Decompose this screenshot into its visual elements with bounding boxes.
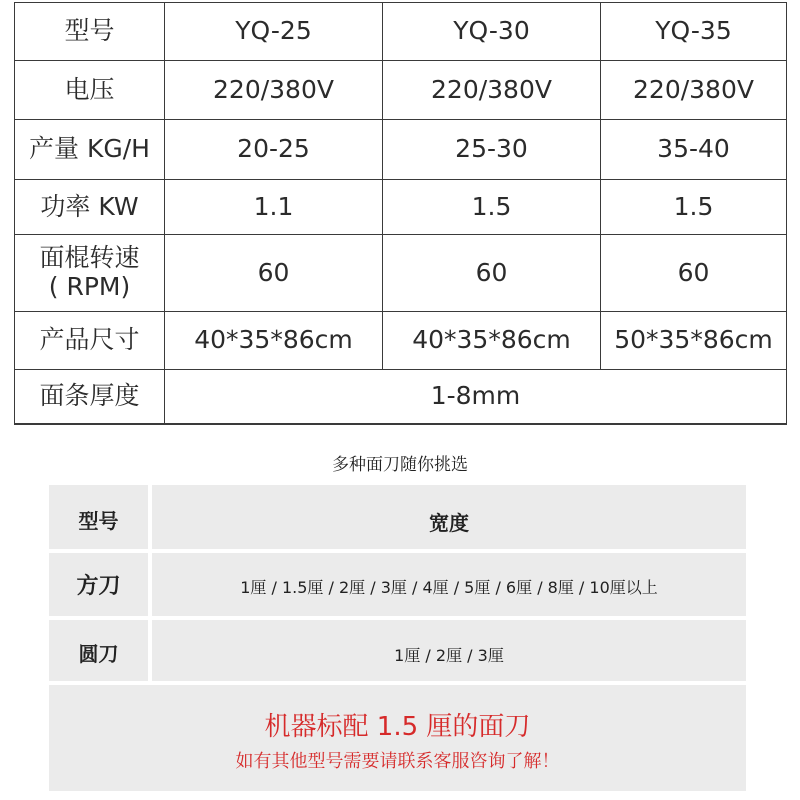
spec-cell: 1.5 [601, 180, 787, 235]
spec-row-output [15, 120, 787, 180]
blade-panel [49, 485, 746, 791]
spec-label-roller-speed [15, 235, 165, 312]
spec-cell: 60 [601, 235, 787, 312]
spec-row-voltage [15, 61, 787, 120]
spec-header-model: 型号 [15, 3, 165, 61]
blade-header-value: 宽度 [429, 511, 469, 535]
spec-row-roller-speed [15, 235, 787, 312]
spec-label-voltage: 电压 [15, 61, 165, 120]
spec-cell: 1.5 [383, 180, 601, 235]
blade-divider [49, 681, 746, 685]
spec-cell: 50*35*86cm [601, 312, 787, 370]
spec-header-yq25: YQ-25 [165, 3, 383, 61]
spec-cell: 60 [383, 235, 601, 312]
spec-label-output: 产量 KG/H [15, 120, 165, 180]
blade-value-square: 1厘 / 1.5厘 / 2厘 / 3厘 / 4厘 / 5厘 / 6厘 / 8厘 / 10厘以上 [240, 578, 658, 597]
contact-note: 如有其他型号需要请联系客服咨询了解！ [235, 751, 560, 772]
spec-row-power [15, 180, 787, 235]
spec-cell: 40*35*86cm [165, 312, 383, 370]
blade-subtitle: 多种面刀随你挑选 [332, 455, 468, 475]
spec-cell: 220/380V [165, 61, 383, 120]
spec-label-roller-speed-line2: ( RPM) [48, 272, 131, 301]
spec-label-power: 功率 KW [15, 180, 165, 235]
blade-header-label: 型号 [78, 509, 119, 533]
blade-label-round: 圆刀 [78, 642, 119, 666]
spec-row-thickness [15, 370, 787, 424]
spec-cell: 40*35*86cm [383, 312, 601, 370]
standard-blade-note: 机器标配 1.5 厘的面刀 [264, 712, 531, 742]
blade-divider [49, 616, 746, 620]
spec-cell: 60 [165, 235, 383, 312]
spec-header-yq30: YQ-30 [383, 3, 601, 61]
spec-cell: 25-30 [383, 120, 601, 180]
blade-value-round: 1厘 / 2厘 / 3厘 [394, 646, 504, 665]
spec-header-row [15, 3, 787, 61]
spec-cell: 20-25 [165, 120, 383, 180]
spec-cell: 220/380V [383, 61, 601, 120]
spec-header-yq35: YQ-35 [601, 3, 787, 61]
spec-cell-thickness: 1-8mm [165, 370, 787, 424]
spec-label-roller-speed-line1: 面棍转速 [39, 243, 140, 273]
spec-cell: 220/380V [601, 61, 787, 120]
spec-label-size: 产品尺寸 [15, 312, 165, 370]
blade-label-square: 方刀 [76, 574, 121, 599]
spec-label-thickness: 面条厚度 [15, 370, 165, 424]
spec-table [14, 2, 787, 425]
spec-cell: 1.1 [165, 180, 383, 235]
blade-divider [49, 549, 746, 553]
spec-row-size [15, 312, 787, 370]
spec-cell: 35-40 [601, 120, 787, 180]
